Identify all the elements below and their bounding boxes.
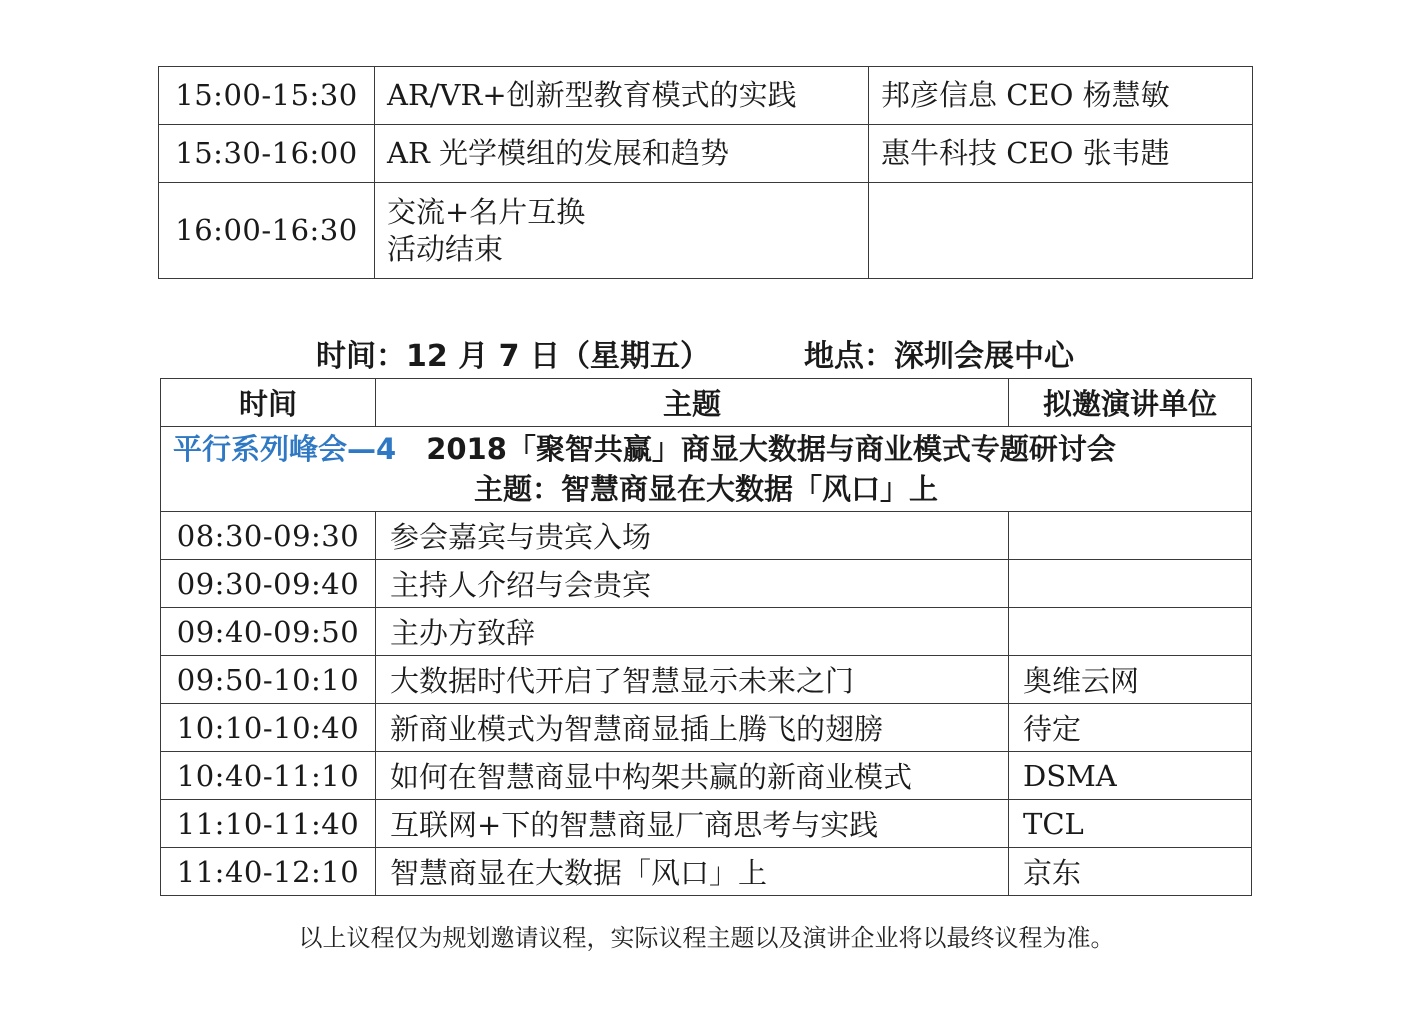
topic-cell: 主办方致辞 bbox=[376, 608, 1009, 656]
agenda-footnote: 以上议程仅为规划邀请议程，实际议程主题以及演讲企业将以最终议程为准。 bbox=[298, 924, 1115, 952]
speaker-cell bbox=[1009, 608, 1252, 656]
agenda-table bbox=[160, 378, 1252, 896]
header-topic: 主题 bbox=[376, 379, 1009, 427]
topic-cell: 大数据时代开启了智慧显示未来之门 bbox=[376, 656, 1009, 704]
table-row bbox=[161, 608, 1252, 656]
time-cell: 16:00-16:30 bbox=[159, 183, 375, 279]
topic-cell: AR 光学模组的发展和趋势 bbox=[375, 125, 869, 183]
speaker-cell: TCL bbox=[1009, 800, 1252, 848]
session-heading bbox=[0, 336, 1413, 378]
topic-cell bbox=[375, 183, 869, 279]
summit-banner bbox=[161, 427, 1252, 512]
speaker-cell: DSMA bbox=[1009, 752, 1252, 800]
table-row bbox=[159, 67, 1253, 125]
speaker-cell bbox=[1009, 512, 1252, 560]
time-cell: 11:40-12:10 bbox=[161, 848, 376, 896]
table-row bbox=[161, 560, 1252, 608]
time-cell: 08:30-09:30 bbox=[161, 512, 376, 560]
topic-cell: 互联网+下的智慧商显厂商思考与实践 bbox=[376, 800, 1009, 848]
topic-cell: 智慧商显在大数据「风口」上 bbox=[376, 848, 1009, 896]
speaker-cell: 邦彦信息 CEO 杨慧敏 bbox=[869, 67, 1253, 125]
banner-line-1 bbox=[161, 429, 1251, 469]
time-cell: 09:30-09:40 bbox=[161, 560, 376, 608]
table-row bbox=[161, 752, 1252, 800]
table-header-row bbox=[161, 379, 1252, 427]
speaker-cell: 京东 bbox=[1009, 848, 1252, 896]
speaker-cell: 待定 bbox=[1009, 704, 1252, 752]
table-row bbox=[161, 656, 1252, 704]
topic-cell: AR/VR+创新型教育模式的实践 bbox=[375, 67, 869, 125]
speaker-cell bbox=[1009, 560, 1252, 608]
time-cell: 09:40-09:50 bbox=[161, 608, 376, 656]
session-venue: 地点：深圳会展中心 bbox=[804, 339, 1074, 374]
table-row bbox=[161, 704, 1252, 752]
topic-cell: 新商业模式为智慧商显插上腾飞的翅膀 bbox=[376, 704, 1009, 752]
topic-line: 活动结束 bbox=[387, 231, 504, 266]
summit-banner-row bbox=[161, 427, 1252, 512]
table-row bbox=[159, 183, 1253, 279]
speaker-cell: 惠牛科技 CEO 张韦韪 bbox=[869, 125, 1253, 183]
header-speaker: 拟邀演讲单位 bbox=[1009, 379, 1252, 427]
time-cell: 15:00-15:30 bbox=[159, 67, 375, 125]
time-cell: 10:40-11:10 bbox=[161, 752, 376, 800]
speaker-cell: 奥维云网 bbox=[1009, 656, 1252, 704]
session-time: 时间：12 月 7 日（星期五） bbox=[316, 339, 710, 374]
time-cell: 15:30-16:00 bbox=[159, 125, 375, 183]
summit-theme: 主题：智慧商显在大数据「风口」上 bbox=[473, 472, 938, 506]
topic-cell: 如何在智慧商显中构架共赢的新商业模式 bbox=[376, 752, 1009, 800]
header-time: 时间 bbox=[161, 379, 376, 427]
topic-cell: 主持人介绍与会贵宾 bbox=[376, 560, 1009, 608]
speaker-cell bbox=[869, 183, 1253, 279]
series-label: 平行系列峰会—4 bbox=[173, 432, 397, 466]
topic-cell: 参会嘉宾与贵宾入场 bbox=[376, 512, 1009, 560]
table-row bbox=[161, 800, 1252, 848]
time-cell: 11:10-11:40 bbox=[161, 800, 376, 848]
table-row bbox=[161, 512, 1252, 560]
table-row bbox=[159, 125, 1253, 183]
time-cell: 09:50-10:10 bbox=[161, 656, 376, 704]
time-cell: 10:10-10:40 bbox=[161, 704, 376, 752]
table-row bbox=[161, 848, 1252, 896]
agenda-table-previous bbox=[158, 66, 1253, 279]
topic-line: 交流+名片互换 bbox=[387, 195, 586, 230]
summit-title: 2018「聚智共赢」商显大数据与商业模式专题研讨会 bbox=[426, 432, 1116, 466]
